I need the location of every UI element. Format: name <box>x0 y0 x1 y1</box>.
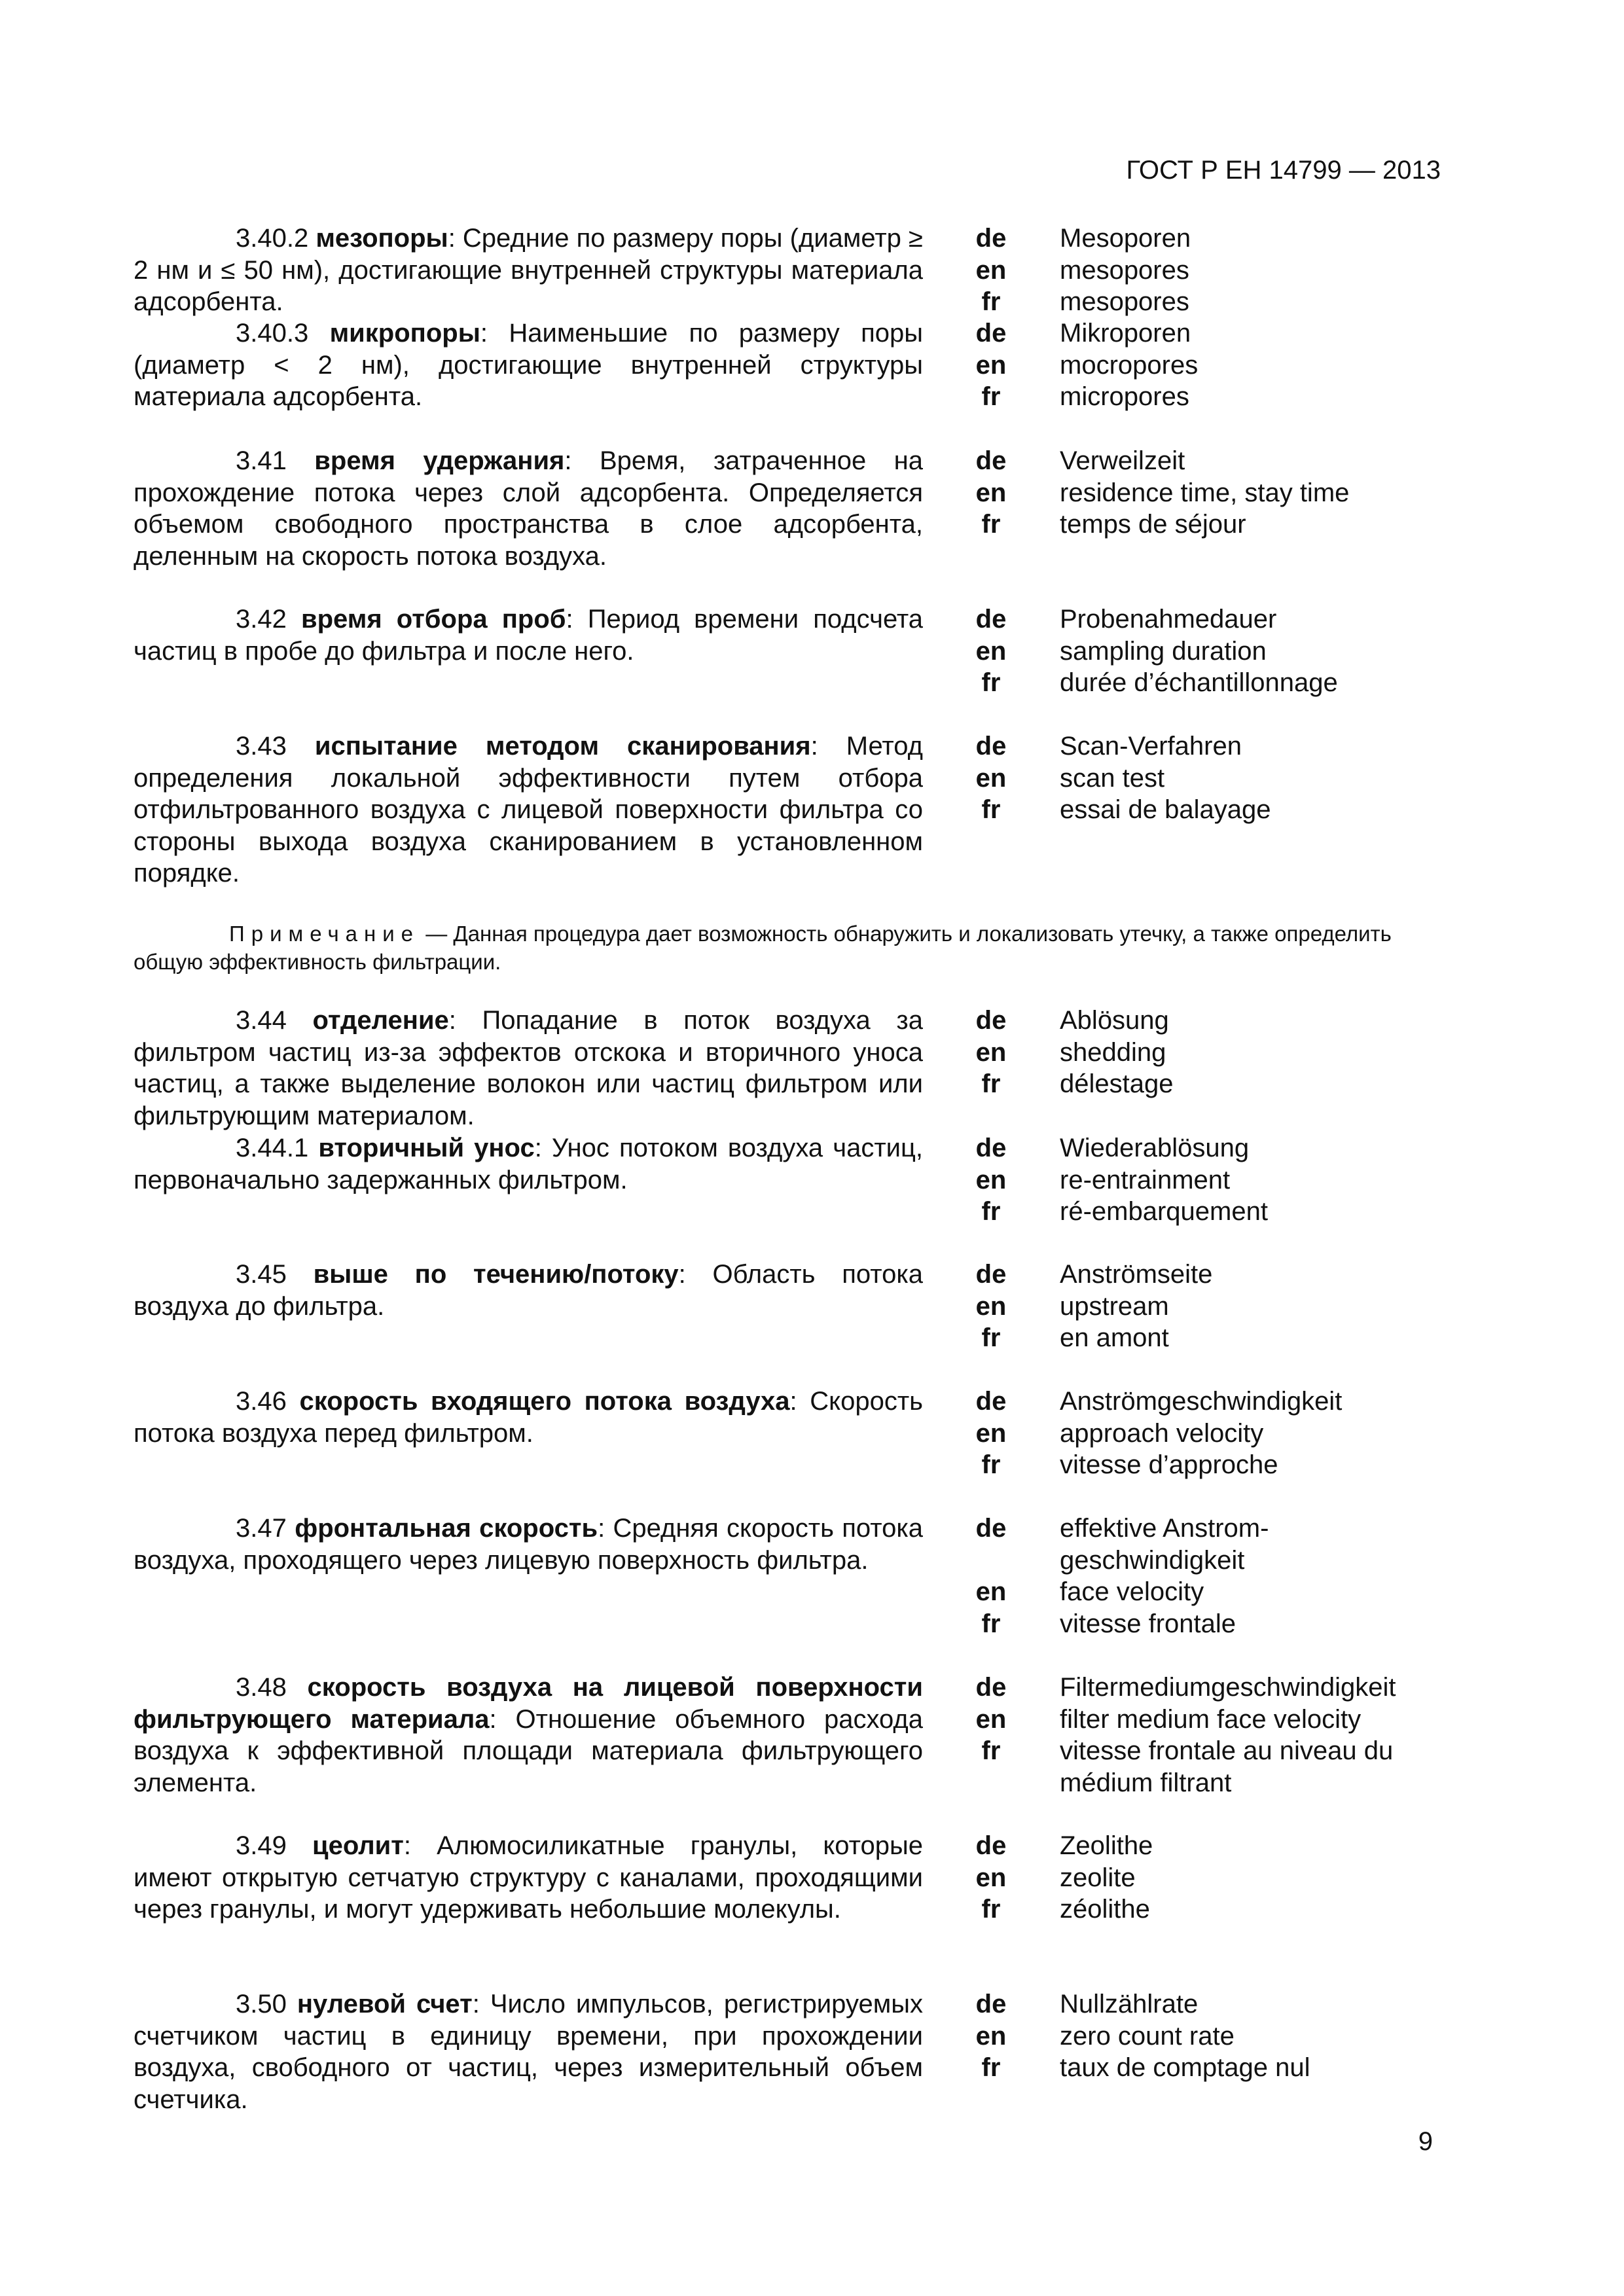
translation-de: Filtermediumgeschwindigkeit <box>1060 1673 1396 1702</box>
lang-code-fr: fr <box>981 2053 1001 2082</box>
translations <box>1060 1132 1466 1228</box>
lang-code-fr: fr <box>981 795 1001 824</box>
translations <box>1060 603 1466 699</box>
translation-fr: durée d’échantillonnage <box>1060 668 1338 697</box>
translations <box>1060 730 1466 826</box>
translation-en: sampling duration <box>1060 636 1267 666</box>
term-name: отделение <box>312 1006 449 1035</box>
lang-code-en: en <box>975 1165 1007 1194</box>
page-number: 9 <box>1418 2127 1433 2156</box>
term-name: скорость входящего потока воздуха <box>299 1387 790 1416</box>
definition-text: : Время, затраченное на прохождение потока через слой адсорбента. Определяется объемом свободного пространства в слое адсорбента, деленным на скорость потока воздуха. <box>134 446 923 571</box>
translation-fr: vitesse frontale <box>1060 1609 1236 1638</box>
lang-code-fr: fr <box>981 287 1001 316</box>
lang-code-de: de <box>975 605 1007 634</box>
translation-de: Nullzählrate <box>1060 1990 1199 2018</box>
lang-code-de: de <box>975 1260 1007 1289</box>
lang-code-en: en <box>975 478 1007 507</box>
translation-fr: micropores <box>1060 382 1189 411</box>
translation-de: Anströmgeschwindigkeit <box>1060 1387 1343 1416</box>
language-codes <box>958 730 1024 826</box>
translation-en: scan test <box>1060 763 1165 793</box>
translations <box>1060 317 1466 413</box>
document-header: ГОСТ Р ЕН 14799 — 2013 <box>1126 156 1441 185</box>
definition-text: : Попадание в поток воздуха за фильтром частиц из-за эффектов отскока и вторичного уноса частиц, а также выделение волокон или частиц фильтром или фильтрующим материалом. <box>134 1006 923 1130</box>
term-number: 3.40.2 <box>236 224 309 253</box>
term-name: время удержания <box>314 446 565 475</box>
translation-fr: délestage <box>1060 1069 1174 1098</box>
language-codes <box>958 223 1024 318</box>
term-name: время отбора проб <box>300 605 566 634</box>
lang-code-en: en <box>975 1291 1007 1321</box>
translations <box>1060 1672 1426 1799</box>
definition-text: : Алюмосиликатные гранулы, которые имеют открытую сетчатую структуру с каналами, проходящими через гранулы, и могут удерживать небольшие молекулы. <box>134 1831 923 1924</box>
translation-en: approach velocity <box>1060 1418 1264 1448</box>
term-name: микропоры <box>329 319 480 348</box>
term-definition <box>134 445 923 572</box>
translation-fr: en amont <box>1060 1323 1169 1352</box>
lang-code-fr: fr <box>981 510 1001 539</box>
definition-text: : Период времени подсчета частиц в пробе до фильтра и после него. <box>134 605 923 666</box>
translation-en: residence time, stay time <box>1060 478 1350 507</box>
translation-fr: taux de comptage nul <box>1060 2053 1310 2082</box>
lang-code-de: de <box>975 446 1007 475</box>
language-codes <box>958 1830 1024 1926</box>
lang-code-fr: fr <box>981 1450 1001 1479</box>
lang-code-en: en <box>975 1863 1007 1892</box>
translation-fr: vitesse frontale au niveau du médium filtrant <box>1060 1736 1394 1797</box>
lang-code-en: en <box>975 1704 1007 1734</box>
language-codes <box>958 1386 1024 1481</box>
lang-code-en: en <box>975 763 1007 793</box>
lang-code-fr: fr <box>981 1609 1001 1638</box>
translations <box>1060 1005 1466 1100</box>
translation-en: mesopores <box>1060 255 1189 285</box>
term-name: мезопоры <box>316 224 448 253</box>
definition-text: : Средние по размеру поры (диаметр ≥ 2 нм и ≤ 50 нм), достигающие внутренней структуры материала адсорбента. <box>134 224 923 316</box>
lang-code-de: de <box>975 319 1007 348</box>
translation-de: effektive Anstrom-geschwindigkeit <box>1060 1514 1269 1575</box>
lang-code-en: en <box>975 255 1007 285</box>
lang-code-fr: fr <box>981 1736 1001 1765</box>
language-codes <box>958 1672 1024 1767</box>
translation-de: Mikroporen <box>1060 319 1191 348</box>
term-definition <box>134 1830 923 1926</box>
term-name: фронтальная скорость <box>295 1514 598 1543</box>
language-codes <box>958 1988 1024 2084</box>
lang-code-de: de <box>975 1134 1007 1162</box>
term-definition <box>134 1988 923 2115</box>
translation-en: upstream <box>1060 1291 1169 1321</box>
translation-en: shedding <box>1060 1037 1166 1067</box>
lang-code-de: de <box>975 1673 1007 1702</box>
translation-en: mocropores <box>1060 350 1199 380</box>
lang-code-en: en <box>975 1037 1007 1067</box>
translation-fr: zéolithe <box>1060 1895 1150 1924</box>
term-definition <box>134 1132 923 1196</box>
translation-de: Anströmseite <box>1060 1260 1213 1289</box>
definition-text: : Средняя скорость потока воздуха, проходящего через лицевую поверхность фильтра. <box>134 1514 923 1575</box>
lang-code-en: en <box>975 1577 1007 1606</box>
translations <box>1060 1513 1308 1640</box>
lang-code-fr: fr <box>981 1069 1001 1098</box>
term-number: 3.41 <box>236 446 287 475</box>
translation-de: Scan-Verfahren <box>1060 732 1242 761</box>
term-definition <box>134 1005 923 1132</box>
term-number: 3.48 <box>236 1673 287 1702</box>
lang-code-de: de <box>975 1387 1007 1416</box>
translations <box>1060 1259 1466 1354</box>
term-definition <box>134 1513 923 1576</box>
definition-text: : Скорость потока воздуха перед фильтром. <box>134 1387 923 1448</box>
language-codes <box>958 445 1024 541</box>
term-definition <box>134 223 923 318</box>
note-label: Примечание <box>229 922 420 946</box>
term-number: 3.43 <box>236 732 287 761</box>
definition-text: : Отношение объемного расхода воздуха к эффективной площади материала фильтрующего элемента. <box>134 1704 923 1797</box>
lang-code-en: en <box>975 1418 1007 1448</box>
definition-text: : Унос потоком воздуха частиц, первоначально задержанных фильтром. <box>134 1134 924 1194</box>
translation-de: Verweilzeit <box>1060 446 1185 475</box>
term-definition <box>134 1672 923 1799</box>
definition-text: : Число импульсов, регистрируемых счетчиком частиц в единицу времени, при прохождении воздуха, свободного от частиц, через измерительный объем счетчика. <box>134 1990 923 2114</box>
translation-de: Probenahmedauer <box>1060 605 1277 634</box>
translation-en: re-entrainment <box>1060 1165 1231 1194</box>
lang-code-fr: fr <box>981 668 1001 697</box>
term-name: цеолит <box>312 1831 404 1860</box>
lang-code-en: en <box>975 350 1007 380</box>
lang-code-fr: fr <box>981 382 1001 411</box>
term-name: скорость воздуха на лицевой поверхности фильтрующего материала <box>134 1673 923 1734</box>
term-number: 3.44.1 <box>236 1134 309 1162</box>
translation-fr: essai de balayage <box>1060 795 1271 824</box>
term-number: 3.46 <box>236 1387 287 1416</box>
lang-code-fr: fr <box>981 1895 1001 1924</box>
note <box>134 920 1445 976</box>
lang-code-de: de <box>975 1990 1007 2018</box>
term-definition <box>134 317 923 413</box>
translation-de: Zeolithe <box>1060 1831 1153 1860</box>
definition-text: : Наименьшие по размеру поры (диаметр < 2 нм), достигающие внутренней структуры материала адсорбента. <box>134 319 923 411</box>
translations <box>1060 1988 1466 2084</box>
lang-code-fr: fr <box>981 1323 1001 1352</box>
lang-code-en: en <box>975 636 1007 666</box>
term-number: 3.47 <box>236 1514 287 1543</box>
term-name: испытание методом сканирования <box>314 732 811 761</box>
term-definition <box>134 1259 923 1322</box>
term-number: 3.44 <box>236 1006 287 1035</box>
term-number: 3.45 <box>236 1260 287 1289</box>
lang-code-fr: fr <box>981 1197 1001 1226</box>
translation-fr: vitesse d’approche <box>1060 1450 1278 1479</box>
translation-de: Mesoporen <box>1060 224 1191 253</box>
language-codes <box>958 1132 1024 1228</box>
translation-fr: mesopores <box>1060 287 1189 316</box>
term-name: нулевой счет <box>297 1990 473 2018</box>
note-text: — Данная процедура дает возможность обнаружить и локализовать утечку, а также определить общую эффективность фильтрации. <box>134 922 1392 974</box>
translations <box>1060 445 1466 541</box>
lang-code-en: en <box>975 2021 1007 2051</box>
translation-en: face velocity <box>1060 1577 1204 1606</box>
term-name: выше по течению/потоку <box>313 1260 679 1289</box>
translation-de: Wiederablösung <box>1060 1134 1250 1162</box>
translations <box>1060 1830 1466 1926</box>
translation-fr: ré-embarquement <box>1060 1197 1268 1226</box>
language-codes <box>958 317 1024 413</box>
translations <box>1060 1386 1466 1481</box>
translation-en: zeolite <box>1060 1863 1136 1892</box>
translation-en: zero count rate <box>1060 2021 1235 2051</box>
term-definition <box>134 1386 923 1449</box>
language-codes <box>958 603 1024 699</box>
lang-code-de: de <box>975 1831 1007 1860</box>
term-number: 3.50 <box>236 1990 287 2018</box>
definition-text: : Метод определения локальной эффективности путем отбора отфильтрованного воздуха с лицевой поверхности фильтра со стороны выхода воздуха сканированием в установленном порядке. <box>134 732 923 888</box>
translation-fr: temps de séjour <box>1060 510 1246 539</box>
translation-de: Ablösung <box>1060 1006 1169 1035</box>
lang-code-de: de <box>975 732 1007 761</box>
term-name: вторичный унос <box>318 1134 535 1162</box>
term-definition <box>134 603 923 667</box>
lang-code-de: de <box>975 224 1007 253</box>
term-number: 3.40.3 <box>236 319 309 348</box>
lang-code-de: de <box>975 1006 1007 1035</box>
term-definition <box>134 730 923 889</box>
lang-code-de: de <box>975 1514 1007 1543</box>
language-codes <box>958 1005 1024 1100</box>
translation-en: filter medium face velocity <box>1060 1704 1362 1734</box>
term-number: 3.42 <box>236 605 287 634</box>
definition-text: : Область потока воздуха до фильтра. <box>134 1260 923 1321</box>
translations <box>1060 223 1466 318</box>
term-number: 3.49 <box>236 1831 287 1860</box>
language-codes <box>958 1513 1024 1640</box>
language-codes <box>958 1259 1024 1354</box>
